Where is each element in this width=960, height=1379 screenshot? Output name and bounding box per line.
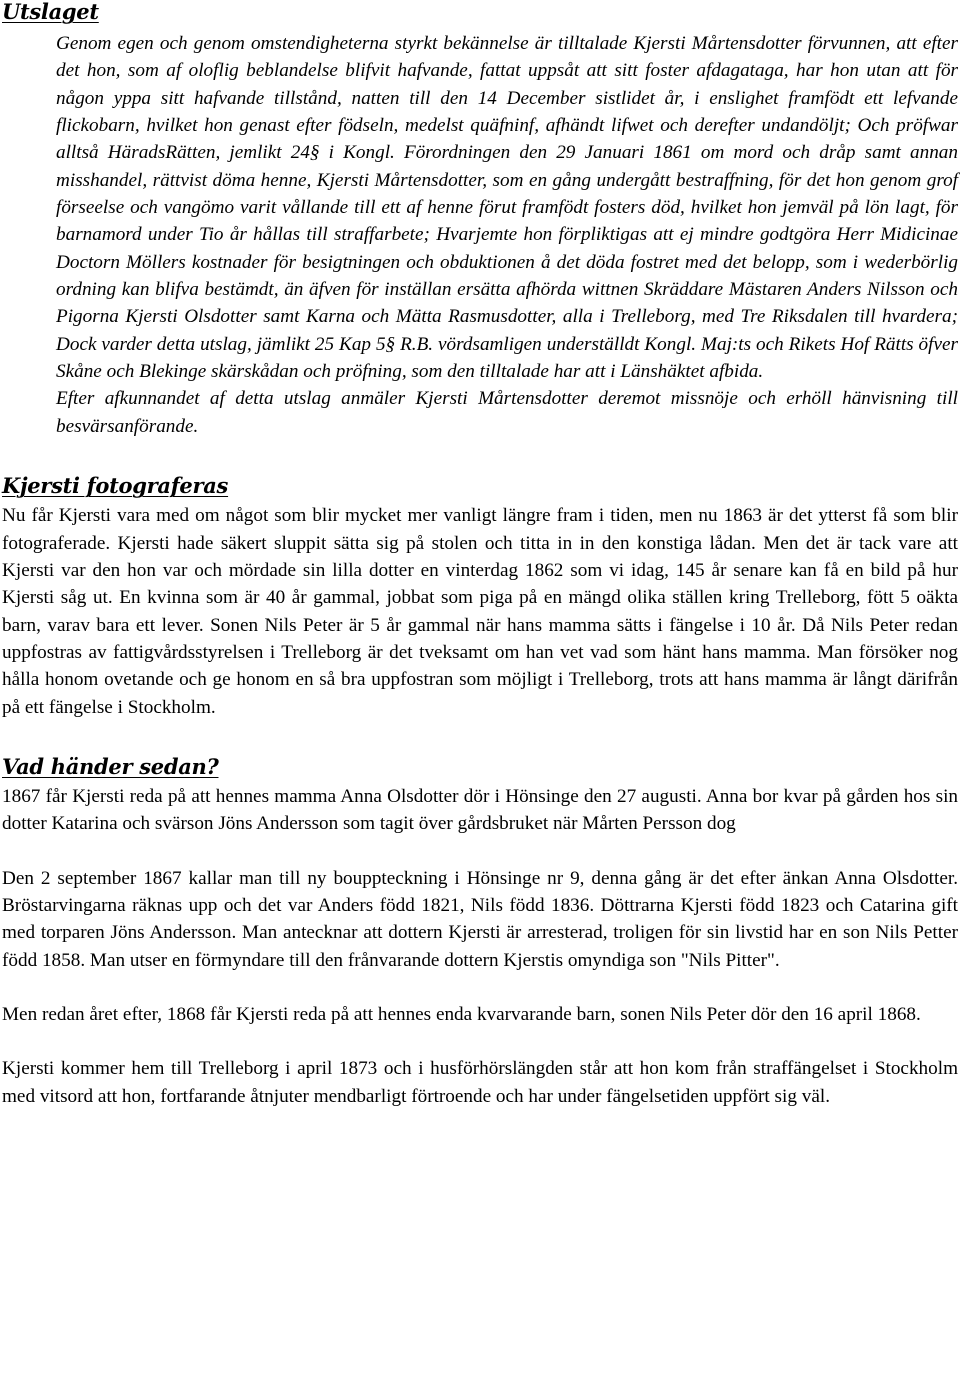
fotograferas-paragraph: Nu får Kjersti vara med om något som blir mycket mer vanligt längre fram i tiden, men nu 1863 är det ytterst få som blir fotograferade. Kjersti hade säkert sluppit sätta sig på stolen och titta in in den konstiga lådan. Men det är tack vare att Kjersti var den hon var och mördade sin lilla dotter en vinterdag 1862 som vi idag, 145 år senare kan få en bild på hur Kjersti såg ut. En kvinna som är 40 år gammal, jobbat som piga på en mängd olika ställen kring Trelleborg, fött 5 oäkta barn, varav bara ett lever. Sonen Nils Peter är 5 år gammal när hans mamma sätts i fängelse i 10 år. Då Nils Peter redan uppfostras av fattigvårdsstyrelsen i Trelleborg är det tveksamt om han vet vad som hänt hans mamma. Man försöker nog hålla honom ovetande och ge honom en så bra uppfostran som möjligt i Trelleborg, trots att hans mamma är långt därifrån på ett fängelse i Stockholm. xyxy=(2,505,958,718)
sedan-paragraph-3: Men redan året efter, 1868 får Kjersti reda på att hennes enda kvarvarande barn, sonen Nils Peter dör den 16 april 1868. xyxy=(2,1003,921,1025)
verdict-appeal-paragraph: Efter afkunnandet af detta utslag anmäler Kjersti Mårtensdotter deremot missnöje och erhöll hänvisning till besvärsanförande. xyxy=(56,388,958,437)
sedan-paragraph-1: 1867 får Kjersti reda på att hennes mamma Anna Olsdotter dör i Hönsinge den 27 augusti. Anna bor kvar på gården hos sin dotter Katarina och svärson Jöns Andersson som tagit över gårdsbruket när Mårten Persson dog xyxy=(2,785,958,835)
sedan-paragraph-4: Kjersti kommer hem till Trelleborg i april 1873 och i husförhörslängden står att hon kom från straffängelset i Stockholm med vitsord att hon, fortfarande åtnjuter mendbarligt förtroende och har under fängelsetiden uppfört sig väl. xyxy=(2,1058,958,1107)
verdict-quote xyxy=(2,30,958,440)
section-heading-utslaget: Utslaget xyxy=(2,0,99,24)
verdict-paragraph: Genom egen och genom omstendigheterna styrkt bekännelse är tilltalade Kjersti Mårtensdotter förvunnen, att efter det hon, som af oloflig beblandelse blifvit hafvande, fattat uppsåt att sitt foster afdagataga, har hon utan att för någon yppa sitt hafvande tillstånd, natten till den 14 December sistlidet år, i enslighet framfödt ett lefvande flickobarn, hvilket hon genast efter födseln, medelst quäfninf, afhändt lifwet och derefter undandöljt; Och pröfwar alltså HäradsRätten, jemlikt 24§ i Kongl. Förordningen den 29 Januari 1861 om mord och dråp samt annan misshandel, rättvist döma henne, Kjersti Mårtensdotter, som en gång undergått bestraffning, för det hon genom grof förseelse och vangömo varit vållande till ett af henne förut framfödt fosters död, hvilket hon jemväl på lön lagt, för barnamord under Tio år hållas till straffarbete; Hvarjemte hon förpliktigas att ej mindre godtgöra Herr Midicinae Doctorn Möllers kostnader för besigtningen och obduktionen å det döda fostret med det belopp, som i wederbörlig ordning kan blifva bestämdt, än äfven för inställan ersätta afhörda wittnen Skräddare Mästaren Anders Nilsson och Pigorna Kjersti Olsdotter samt Karna och Mätta Rasmusdotter, alla i Trelleborg, med Tre Riksdalen till hvardera; Dock varder detta utslag, jämlikt 25 Kap 5§ R.B. vördsamligen underställdt Kongl. Maj:ts och Rikets Hof Rätts öfver Skåne och Blekinge skärskådan och pröfning, som den tilltalade har att i Länshäktet afbida. xyxy=(56,33,958,383)
section-heading-sedan: Vad händer sedan? xyxy=(2,753,219,779)
section-heading-fotograferas: Kjersti fotograferas xyxy=(2,473,229,499)
sedan-paragraph-2: Den 2 september 1867 kallar man till ny bouppteckning i Hönsinge nr 9, denna gång är det efter änkan Anna Olsdotter. Bröstarvingarna räknas upp och det var Anders född 1821, Nils född 1836. Döttrarna Kjersti född 1823 och Catarina gift med torparen Jöns Andersson. Man antecknar att dottern Kjersti är arresterad, troligen för sin livstid har en son Nils Petter född 1858. Man utser en förmyndare till den frånvarande dottern Kjerstis omyndiga son "Nils Pitter". xyxy=(2,867,958,971)
